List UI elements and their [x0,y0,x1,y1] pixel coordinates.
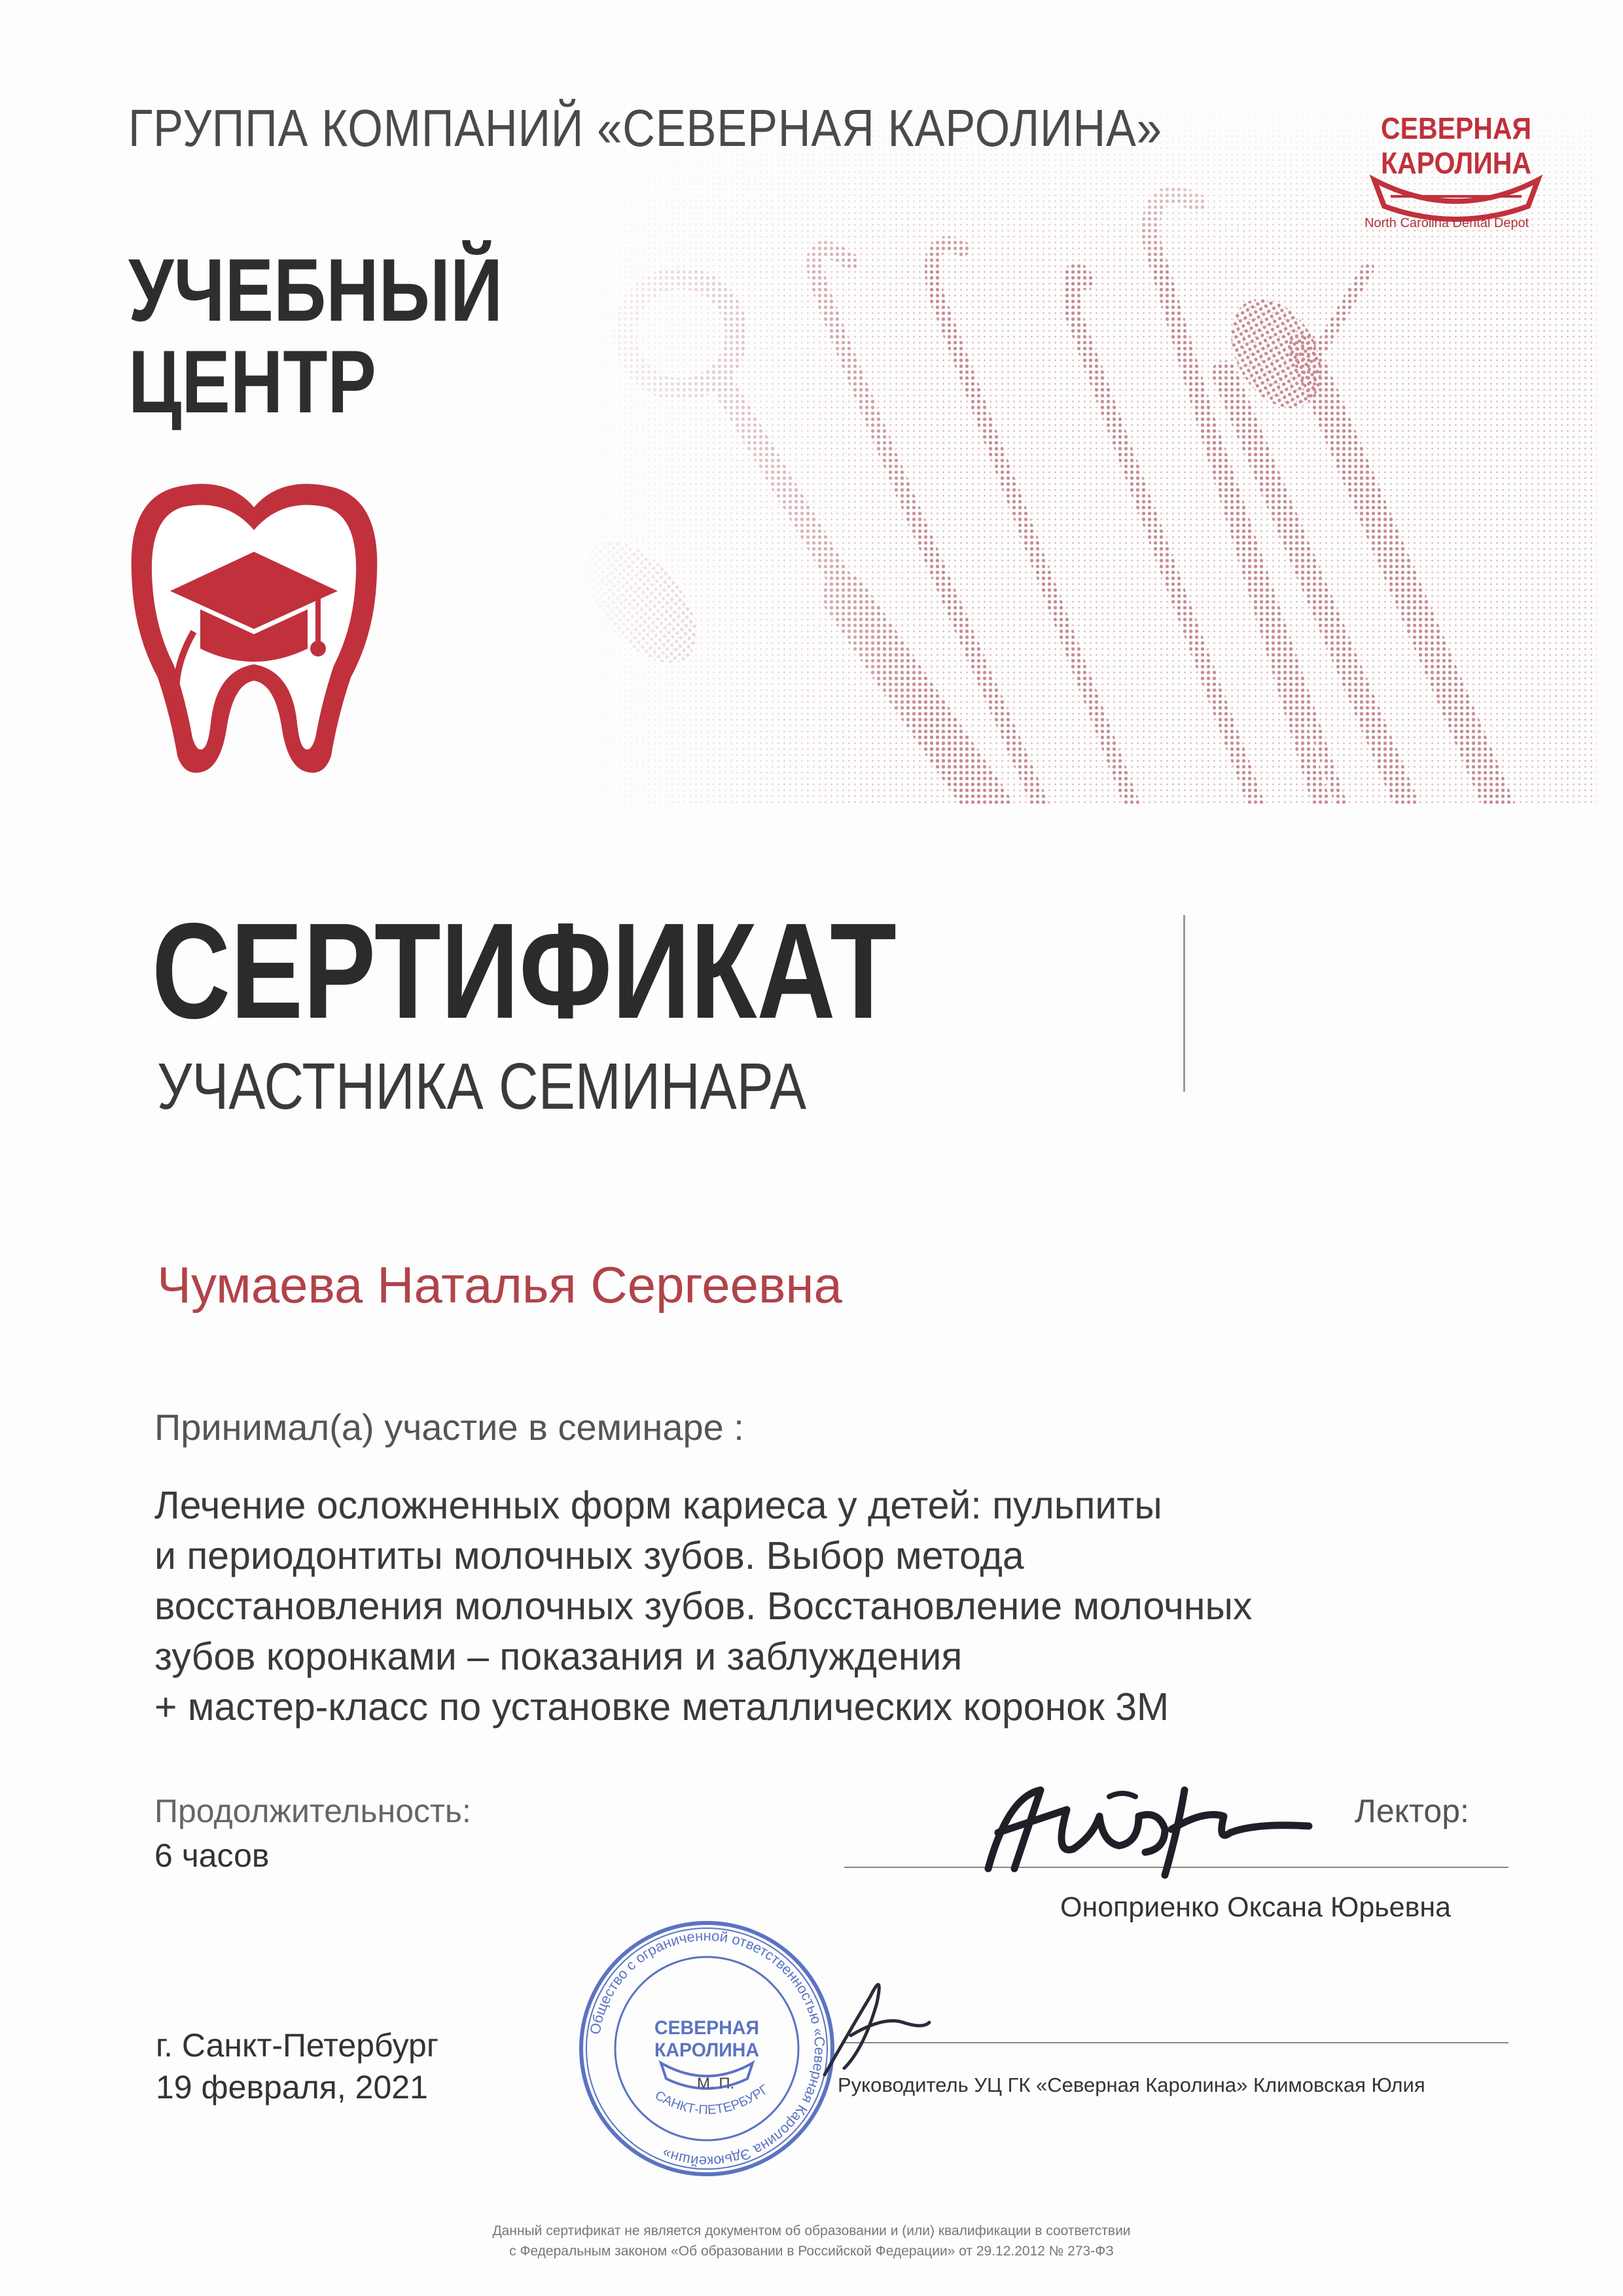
head-signature-line [844,2042,1508,2043]
issue-date: 19 февраля, 2021 [156,2069,428,2106]
seminar-topic-line: Лечение осложненных форм кариеса у детей: пульпиты [154,1484,1162,1527]
participant-name: Чумаева Наталья Сергеевна [157,1256,842,1314]
seminar-topic-line: + мастер-класс по установке металлических коронок 3М [154,1685,1169,1729]
duration-value: 6 часов [154,1837,270,1874]
participation-label: Принимал(а) участие в семинаре : [154,1407,744,1448]
brand-name-line1: СЕВЕРНАЯ [1381,111,1531,145]
seal-outer-text: Общество с ограниченной ответственностью «Северная Каролина Эдьюкейшн» [586,1927,829,2170]
seminar-topic [154,1480,1561,1732]
duration-label: Продолжительность: [154,1793,471,1829]
head-of-center: Руководитель УЦ ГК «Северная Каролина» Климовская Юлия [838,2073,1425,2096]
training-center-title-line1: УЧЕБНЫЙ [128,240,503,340]
certificate-subtitle: УЧАСТНИКА СЕМИНАРА [157,1050,807,1123]
head-signature [798,1957,942,2088]
disclaimer-line2: с Федеральным законом «Об образовании в Российской Федерации» от 29.12.2012 № 273-ФЗ [509,2244,1114,2259]
seminar-topic-line: восстановления молочных зубов. Восстановление молочных [154,1585,1253,1628]
lecturer-label: Лектор: [1355,1793,1469,1829]
stamp-place-label: М. П. [697,2075,735,2092]
seal-inner-line1: СЕВЕРНАЯ [654,2017,759,2039]
certificate-title: СЕРТИФИКАТ [152,895,897,1047]
title-divider [1183,915,1185,1092]
brand-subtitle: North Carolina Dental Depot [1364,216,1529,230]
seminar-topic-line: зубов коронками – показания и заблуждения [154,1635,963,1678]
disclaimer-line1: Данный сертификат не является документом об образовании и (или) квалификации в соответствии [492,2223,1131,2238]
seminar-topic-line: и периодонтиты молочных зубов. Выбор метода [154,1534,1024,1577]
seal-bottom-text: САНКТ-ПЕТЕРБУРГ [652,2082,772,2118]
issue-city: г. Санкт-Петербург [156,2027,439,2064]
seal-inner-line2: КАРОЛИНА [654,2039,759,2061]
training-center-title-line2: ЦЕНТР [128,332,376,431]
company-group-title: ГРУППА КОМПАНИЙ «СЕВЕРНАЯ КАРОЛИНА» [128,99,1162,157]
brand-name-line2: КАРОЛИНА [1381,146,1531,180]
tooth-graduation-cap-logo [128,481,380,779]
lecturer-name: Оноприенко Оксана Юрьевна [1060,1892,1452,1923]
lecturer-signature [969,1770,1322,1882]
